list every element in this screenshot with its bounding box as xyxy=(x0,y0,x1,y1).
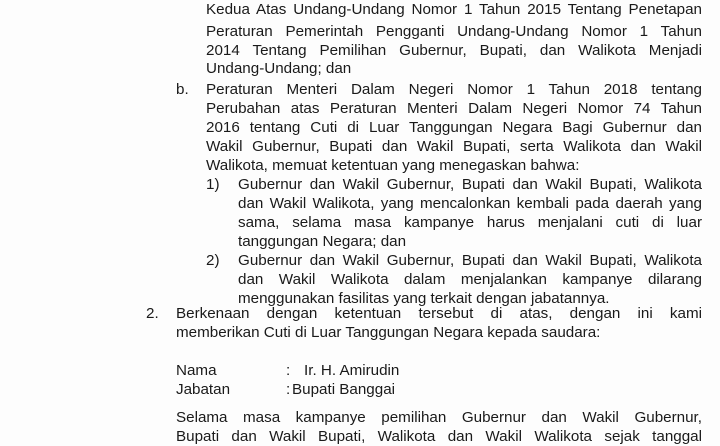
subitem-2-line-3: menggunakan fasilitas yang terkait dengan jabatannya. xyxy=(238,290,610,307)
subitem-1-marker: 1) xyxy=(206,176,220,193)
field-position-separator: : xyxy=(286,381,291,398)
field-name-separator: : xyxy=(286,362,291,379)
item-b-line-5: Walikota, memuat ketentuan yang menegaskan bahwa: xyxy=(206,157,580,174)
field-position-value: Bupati Banggai xyxy=(292,381,396,398)
item-2-line-2: memberikan Cuti di Luar Tanggungan Negara kepada saudara: xyxy=(176,324,601,341)
item-2-marker: 2. xyxy=(146,305,159,322)
item-a-line-2: Peraturan Pemerintah Pengganti Undang-Undang Nomor 1 Tahun xyxy=(206,23,702,40)
subitem-1-line-1: Gubernur dan Wakil Gubernur, Bupati dan Wakil Bupati, Walikota xyxy=(238,176,702,193)
item-a-line-4: Undang-Undang; dan xyxy=(206,60,352,77)
item-b-line-1: Peraturan Menteri Dalam Negeri Nomor 1 Tahun 2018 tentang xyxy=(206,81,702,98)
field-position-label: Jabatan xyxy=(176,381,231,398)
item-b-line-2: Perubahan atas Peraturan Menteri Dalam Negeri Nomor 74 Tahun xyxy=(206,100,702,117)
subitem-2-line-1: Gubernur dan Wakil Gubernur, Bupati dan Wakil Bupati, Walikota xyxy=(238,252,702,269)
subitem-2-marker: 2) xyxy=(206,252,220,269)
subitem-1-line-4: tanggungan Negara; dan xyxy=(238,233,407,250)
item-b-marker: b. xyxy=(176,81,189,98)
closing-line-1: Selama masa kampanye pemilihan Gubernur dan Wakil Gubernur, xyxy=(176,409,702,426)
field-name-value: Ir. H. Amirudin xyxy=(304,362,400,379)
item-b-line-3: 2016 tentang Cuti di Luar Tanggungan Negara Bagi Gubernur dan xyxy=(206,119,702,136)
item-a-line-1: Kedua Atas Undang-Undang Nomor 1 Tahun 2015 Tentang Penetapan xyxy=(206,1,702,18)
item-a-line-3: 2014 Tentang Pemilihan Gubernur, Bupati, dan Walikota Menjadi xyxy=(206,42,702,59)
item-b-line-4: Wakil Gubernur, Bupati dan Wakil Bupati, serta Walikota dan Wakil xyxy=(206,138,702,155)
subitem-1-line-2: dan Wakil Walikota, yang mencalonkan kembali pada daerah yang xyxy=(238,195,702,212)
subitem-1-line-3: sama, selama masa kampanye harus menjalani cuti di luar xyxy=(238,214,702,231)
item-2-line-1: Berkenaan dengan ketentuan tersebut di atas, dengan ini kami xyxy=(176,305,702,322)
closing-line-2: Bupati dan Wakil Bupati, Walikota dan Wakil Walikota sejak tanggal xyxy=(176,428,702,445)
field-name-label: Nama xyxy=(176,362,217,379)
subitem-2-line-2: dan Wakil Walikota dalam menjalankan kampanye dilarang xyxy=(238,271,702,288)
